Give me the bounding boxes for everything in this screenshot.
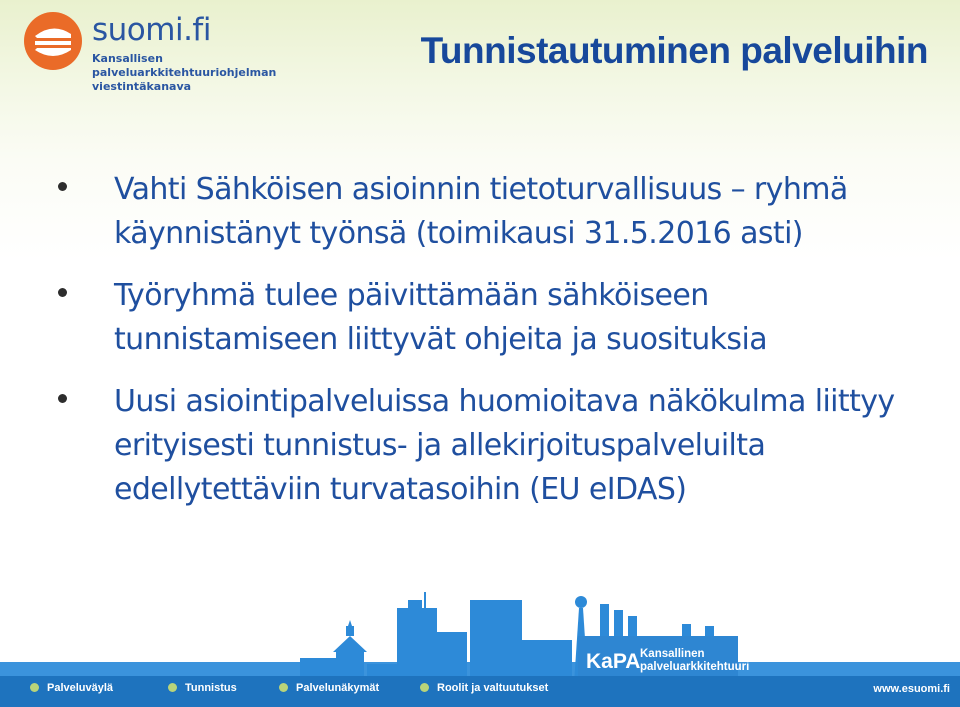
bullet-dot-icon <box>58 182 67 191</box>
footer-item-palveluvayla: Palveluväylä <box>30 682 113 694</box>
bullet-text: Vahti Sähköisen asioinnin tietoturvallisuus – ryhmä käynnistänyt työnsä (toimikausi 31.5.2016 asti) <box>114 172 848 251</box>
logo-name: suomi.fi <box>92 12 211 48</box>
footer-item-roolit: Roolit ja valtuutukset <box>420 682 548 694</box>
kapa-line1: Kansallinen <box>640 648 705 660</box>
page-title: Tunnistautuminen palveluihin <box>420 30 928 71</box>
suomi-fi-logo <box>22 10 312 93</box>
city-skyline-illustration <box>0 580 960 684</box>
bullet-item <box>58 380 928 512</box>
kapa-line2: palveluarkkitehtuuri <box>640 661 750 673</box>
footer-item-palvelunakymat: Palvelunäkymät <box>279 682 379 694</box>
church-icon <box>333 620 367 684</box>
bullet-item <box>58 274 928 362</box>
footer-dot-icon <box>420 683 429 692</box>
bullet-text: Työryhmä tulee päivittämään sähköiseen tunnistamiseen liittyvät ohjeita ja suosituksia <box>114 278 767 357</box>
bullet-dot-icon <box>58 394 67 403</box>
logo-subtitle: Kansallisen palveluarkkitehtuuriohjelman viestintäkanava <box>92 52 277 93</box>
footer-url: www.esuomi.fi <box>873 683 950 695</box>
bullet-text: Uusi asiointipalveluissa huomioitava näkökulma liittyy erityisesti tunnistus- ja allekirjoituspalveluilta edellytettäviin turvatasoihin (EU eIDAS) <box>114 384 895 507</box>
footer-item-tunnistus: Tunnistus <box>168 682 237 694</box>
kapa-abbr: KaPA <box>586 650 641 673</box>
bullet-dot-icon <box>58 288 67 297</box>
footer-dot-icon <box>279 683 288 692</box>
footer-dot-icon <box>168 683 177 692</box>
footer-bar <box>0 676 960 707</box>
suomi-fi-e-icon <box>22 10 84 72</box>
bullet-item <box>58 168 928 256</box>
bullet-list <box>58 168 928 530</box>
footer-dot-icon <box>30 683 39 692</box>
